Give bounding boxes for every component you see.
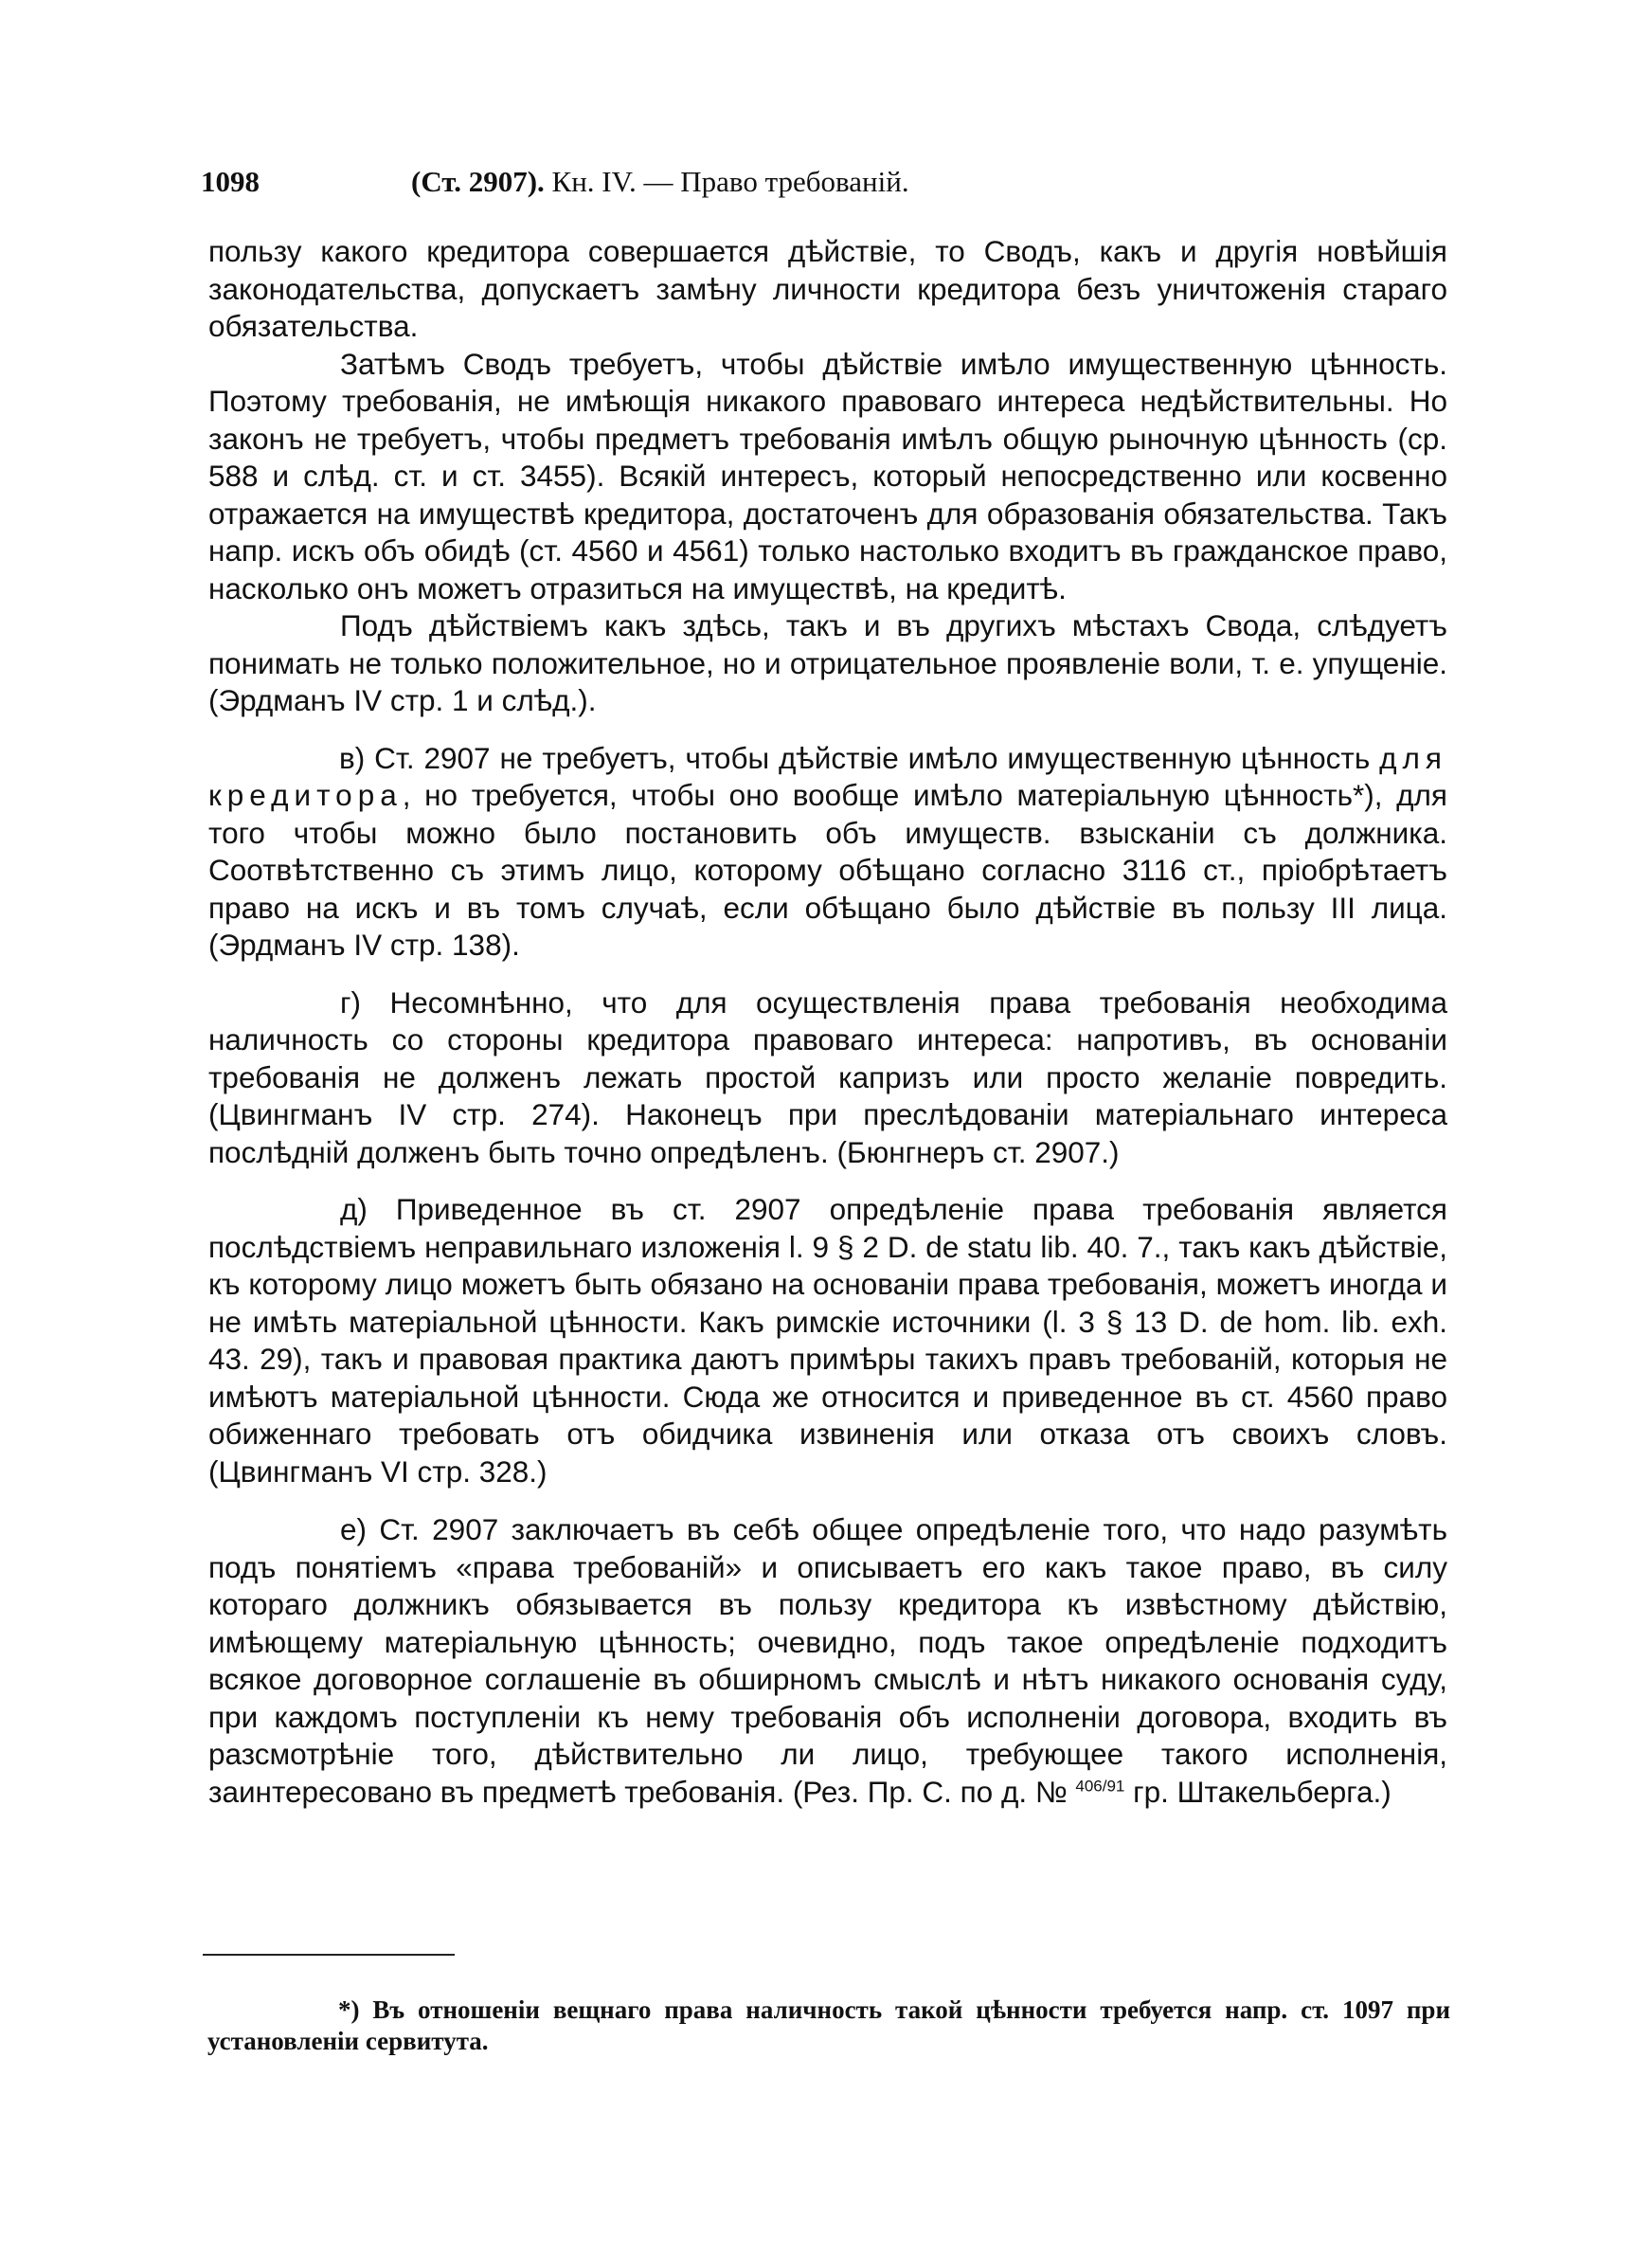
paragraph-action-definition: Подъ дѣйствіемъ какъ здѣсь, такъ и въ другихъ мѣстахъ Свода, слѣдуетъ понимать не только положительное, но и отрицательное проявленіе воли, т. е. упущеніе. (Эрдманъ IV стр. 1 и слѣд.).: [208, 608, 1447, 717]
running-title: [411, 163, 909, 201]
page-header: [201, 163, 1451, 205]
main-text: [208, 233, 1447, 1811]
paragraph-value-requirement: Затѣмъ Сводъ требуетъ, чтобы дѣйствіе имѣло имущественную цѣнность. Поэтому требованія, не имѣющія никакого правоваго интереса недѣйствительны. Но законъ не требуетъ, чтобы предметъ требованія имѣлъ общую рыночную цѣнность (ср. 588 и слѣд. ст. и ст. 3455). Всякій интересъ, который непосредственно или косвенно отражается на имуществѣ кредитора, достаточенъ для образованія обязательства. Такъ напр. искъ объ обидѣ (ст. 4560 и 4561) только настолько входитъ въ гражданское право, насколько онъ можетъ отразиться на имуществѣ, на кредитѣ.: [208, 346, 1447, 605]
book-title: Кн. IV. — Право требованій.: [551, 165, 909, 198]
paragraph-v-end: , для того чтобы можно было постановить объ имуществ. взысканіи съ должника. Соотвѣтственно съ этимъ лицо, которому обѣщано согласно 3116 ст., пріобрѣтаетъ право на искъ и въ томъ случаѣ, если обѣщано было дѣйствіе въ пользу III лица. (Эрдманъ IV стр. 138).: [208, 778, 1447, 962]
paragraph-v: [208, 740, 1447, 965]
page-number: 1098: [201, 165, 260, 198]
footnote-text: *) Въ отношеніи вещнаго права наличность такой цѣнности требуется напр. ст. 1097 при установленіи сервитута.: [207, 1995, 1450, 2055]
paragraph-v-start: в) Ст. 2907 не требуетъ, чтобы дѣйствіе имѣло имущественную цѣнность: [339, 740, 1380, 775]
paragraph-d: д) Приведенное въ ст. 2907 опредѣленіе права требованія является послѣдствіемъ неправильнаго изложенія l. 9 § 2 D. de statu lib. 40. 7., такъ какъ дѣйствіе, къ которому лицо можетъ быть обязано на основаніи права требованія, можетъ иногда и не имѣть матеріальной цѣнности. Какъ римскіе источники (l. 3 § 13 D. de hom. lib. exh. 43. 29), такъ и правовая практика даютъ примѣры такихъ правъ требованій, которыя не имѣютъ матеріальной цѣнности. Сюда же относится и приведенное въ ст. 4560 право обиженнаго требовать отъ обидчика извиненія или отказа отъ своихъ словъ. (Цвингманъ VI стр. 328.): [208, 1192, 1447, 1489]
paragraph-e-start: е) Ст. 2907 заключаетъ въ себѣ общее опредѣленіе того, что надо разумѣть подъ понятіемъ «права требованій» и описываетъ его какъ такое право, въ силу котораго должникъ обязывается въ пользу кредитора къ извѣстному дѣйствію, имѣющему матеріальную цѣнность; очевидно, подъ такое опредѣленіе подходитъ всякое договорное соглашеніе въ обширномъ смыслѣ и нѣтъ никакого основанія суду, при каждомъ поступленіи къ нему требованія объ исполненіи договора, входить въ разсмотрѣніе того, дѣйствительно ли лицо, требующее такого исполненія, заинтересовано въ предметѣ требованія. (Рез. Пр. С. по д. №: [208, 1512, 1447, 1809]
footnote-divider: [203, 1954, 455, 1956]
spaced-emphasis: для кредитора: [208, 740, 1447, 812]
paragraph-continued: пользу какого кредитора совершается дѣйствіе, то Сводъ, какъ и другія новѣйшія законодательства, допускаетъ замѣну личности кредитора безъ уничтоженія стараго обязательства.: [208, 234, 1447, 343]
article-reference: (Ст. 2907).: [411, 165, 545, 198]
paragraph-e: [208, 1511, 1447, 1811]
paragraph-v-middle: , но требуется, чтобы оно вообще имѣло матеріальную цѣнность: [402, 778, 1354, 812]
footnote-marker: *): [1353, 778, 1374, 812]
paragraph-e-end: гр. Штакельберга.): [1124, 1774, 1392, 1809]
paragraph-g: г) Несомнѣнно, что для осуществленія права требованія необходима наличность со стороны кредитора правоваго интереса: напротивъ, въ основаніи требованія не долженъ лежать простой капризъ или просто желаніе повредить. (Цвингманъ IV стр. 274). Наконецъ при преслѣдованіи матеріальнаго интереса послѣдній долженъ быть точно опредѣленъ. (Бюнгнеръ ст. 2907.): [208, 984, 1447, 1169]
footnote: [207, 1995, 1450, 2057]
case-number: 406/91: [1075, 1777, 1125, 1795]
